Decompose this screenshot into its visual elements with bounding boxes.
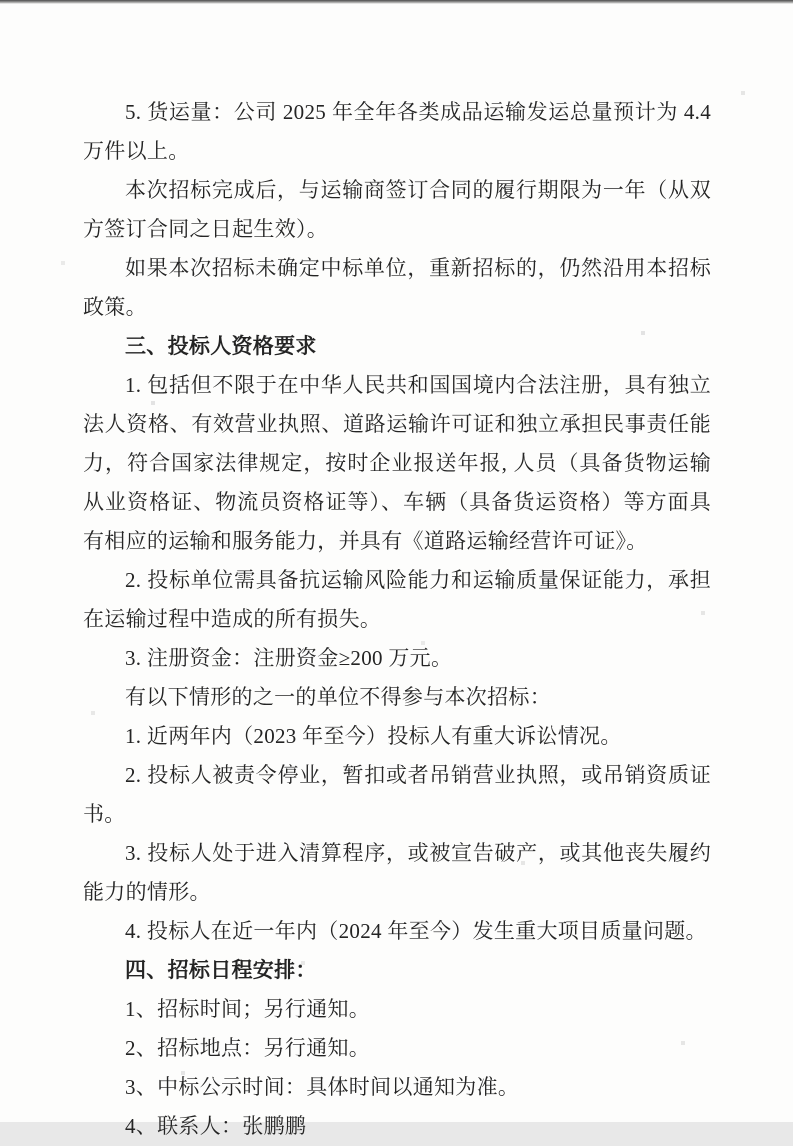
qualification-item-1: 1. 包括但不限于在中华人民共和国国境内合法注册，具有独立法人资格、有效营业执照、道路运输许可证和独立承担民事责任能力，符合国家法律规定，按时企业报送年报, 人员（具备货物运输从业资格证、物流员资格证等）、车辆（具备货运资格）等方面具有相应的运输和服务能力，并具有《道路运输经营许可证》。 — [83, 373, 711, 553]
document-body — [83, 93, 711, 1146]
qualification-item-2: 2. 投标单位需具备抗运输风险能力和运输质量保证能力，承担在运输过程中造成的所有损失。 — [83, 568, 711, 631]
schedule-item-announcement: 3、中标公示时间：具体时间以通知为准。 — [125, 1075, 520, 1099]
section-heading-schedule: 四、招标日程安排： — [125, 958, 317, 982]
exclusion-item-4: 4. 投标人在近一年内（2024 年至今）发生重大项目质量问题。 — [125, 919, 707, 943]
qualification-item-3: 3. 注册资金：注册资金≥200 万元。 — [125, 646, 453, 670]
clause-freight-volume: 5. 货运量：公司 2025 年全年各类成品运输发运总量预计为 4.4 万件以上。 — [83, 100, 711, 163]
exclusion-item-1: 1. 近两年内（2023 年至今）投标人有重大诉讼情况。 — [125, 724, 622, 748]
exclusion-item-3: 3. 投标人处于进入清算程序，或被宣告破产，或其他丧失履约能力的情形。 — [83, 841, 711, 904]
clause-rebid-policy: 如果本次招标未确定中标单位，重新招标的，仍然沿用本招标政策。 — [83, 256, 711, 319]
exclusion-item-2: 2. 投标人被责令停业，暂扣或者吊销营业执照，或吊销资质证书。 — [83, 763, 711, 826]
schedule-item-time: 1、招标时间；另行通知。 — [125, 997, 371, 1021]
clause-contract-term: 本次招标完成后，与运输商签订合同的履行期限为一年（从双方签订合同之日起生效）。 — [83, 178, 711, 241]
section-heading-bidder-qualifications: 三、投标人资格要求 — [125, 334, 317, 358]
schedule-item-contact: 4、联系人：张鹏鹏 — [125, 1114, 307, 1138]
exclusion-intro: 有以下情形的之一的单位不得参与本次招标： — [125, 685, 551, 709]
schedule-item-location: 2、招标地点：另行通知。 — [125, 1036, 371, 1060]
scan-speckles — [0, 0, 2, 2]
scan-edge-artifact — [0, 0, 793, 4]
